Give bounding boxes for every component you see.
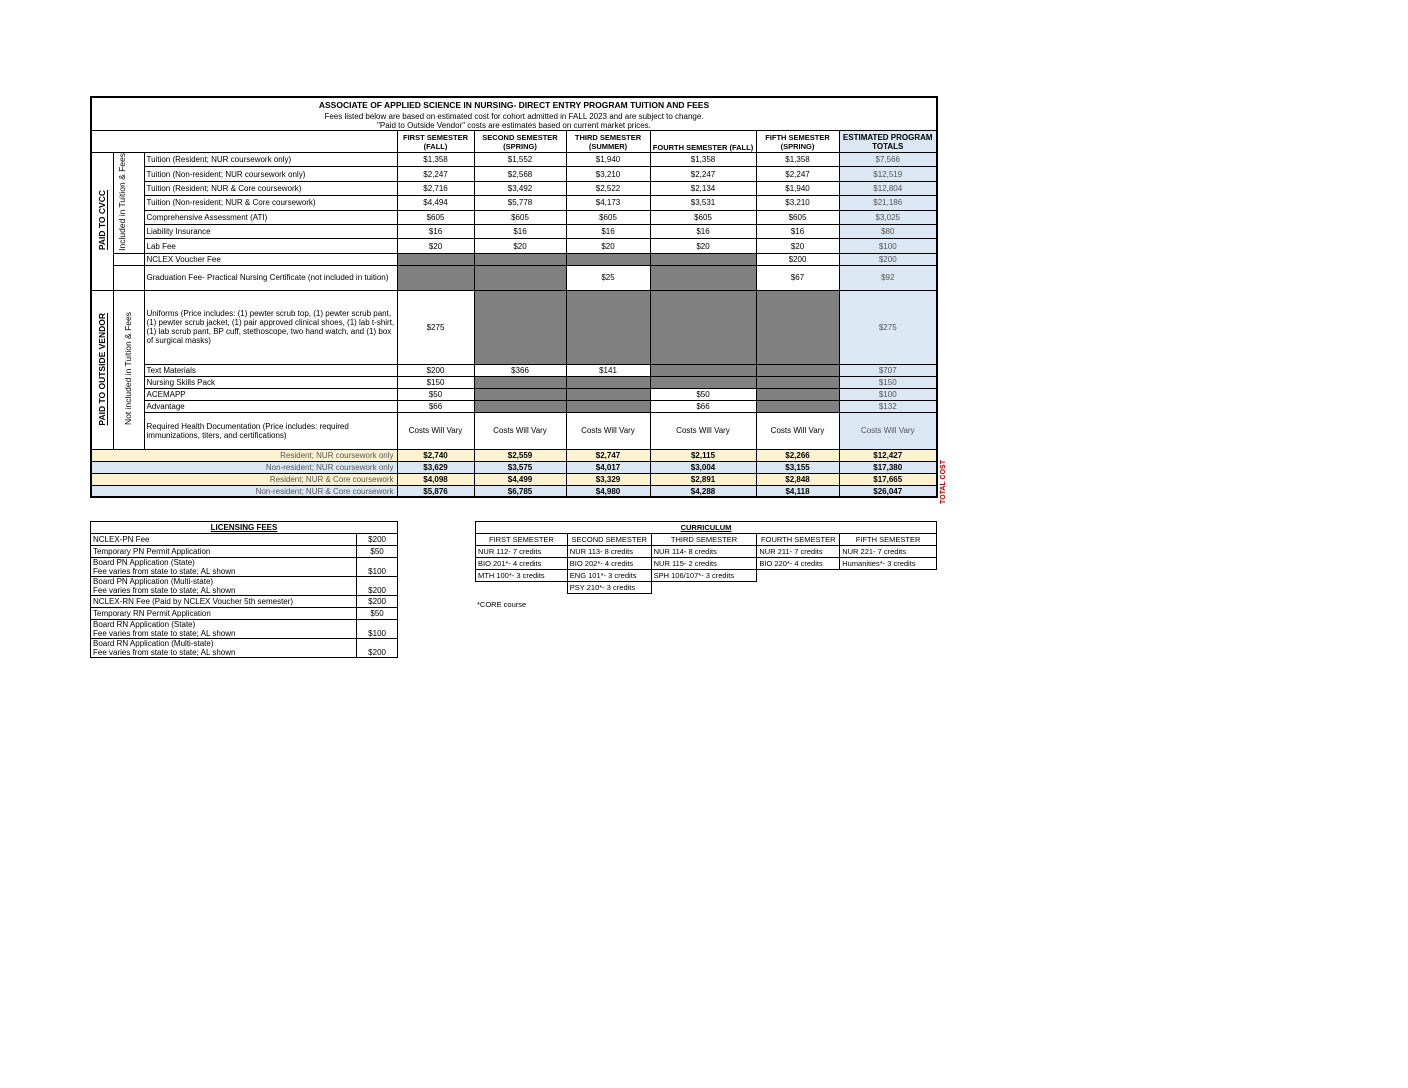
cell-total: $12,804	[839, 181, 937, 195]
cell-value: $605	[397, 210, 474, 224]
tuition-table	[90, 96, 938, 498]
cell-na	[566, 388, 650, 400]
cell-total: $92	[839, 265, 937, 290]
cell-na	[756, 290, 839, 364]
cell-value: $66	[650, 400, 756, 412]
cell-na	[566, 290, 650, 364]
row-label: Tuition (Resident; NUR & Core coursework)	[144, 181, 397, 195]
table-title: ASSOCIATE OF APPLIED SCIENCE IN NURSING- DIRECT ENTRY PROGRAM TUITION AND FEES	[91, 97, 937, 112]
cell-na	[756, 400, 839, 412]
cell-value: $275	[397, 290, 474, 364]
row-label: Uniforms (Price includes: (1) pewter scrub top, (1) pewter scrub pant, (1) pewter scrub jacket, (1) pair approved clinical shoes, (1) lab t-shirt, (1) lab scrub pant, BP cuff, stethoscope, two hand watch, and (1) box of surgical masks)	[144, 290, 397, 364]
cell-na	[650, 376, 756, 388]
fee-label: Temporary RN Permit Application	[91, 608, 357, 620]
total-value: $4,288	[650, 485, 756, 497]
cell-value: $3,210	[566, 167, 650, 181]
cell-value: $605	[566, 210, 650, 224]
course-cell: BIO 201*- 4 credits	[476, 558, 568, 570]
total-program: $17,380	[839, 461, 937, 473]
course-cell: NUR 211- 7 credits	[757, 546, 840, 558]
cell-na	[474, 388, 566, 400]
col-header: THIRD SEMESTER (SUMMER)	[566, 131, 650, 153]
cell-value: $1,940	[756, 181, 839, 195]
cell-total: $275	[839, 290, 937, 364]
cell-na	[566, 400, 650, 412]
note-line: "Paid to Outside Vendor" costs are estimates based on current market prices.	[377, 121, 651, 130]
cell-value: $16	[474, 224, 566, 238]
row-label: NCLEX Voucher Fee	[144, 253, 397, 265]
total-value: $2,559	[474, 449, 566, 461]
cell-na	[474, 290, 566, 364]
row-label: Nursing Skills Pack	[144, 376, 397, 388]
col-header: FIFTH SEMESTER (SPRING)	[756, 131, 839, 153]
row-label: Liability Insurance	[144, 224, 397, 238]
course-empty	[757, 570, 840, 582]
curriculum-col-header: FOURTH SEMESTER	[757, 534, 840, 546]
cell-total: $12,519	[839, 167, 937, 181]
cell-value: $16	[756, 224, 839, 238]
sub-blank	[113, 253, 144, 265]
total-value: $2,747	[566, 449, 650, 461]
cell-total: $100	[839, 239, 937, 253]
fee-label: Board PN Application (State) Fee varies from state to state; AL shown	[91, 558, 357, 577]
cell-value: $200	[397, 364, 474, 376]
total-value: $2,740	[397, 449, 474, 461]
cell-total: $21,186	[839, 196, 937, 210]
table-notes	[91, 112, 937, 131]
fee-value: $50	[357, 546, 398, 558]
curriculum-col-header: THIRD SEMESTER	[651, 534, 757, 546]
row-label: Comprehensive Assessment (ATI)	[144, 210, 397, 224]
cell-total: $150	[839, 376, 937, 388]
cell-na	[566, 253, 650, 265]
course-cell: BIO 220*- 4 credits	[757, 558, 840, 570]
total-cost-label: TOTAL COST	[940, 460, 947, 504]
total-value: $4,017	[566, 461, 650, 473]
cell-na	[650, 253, 756, 265]
cell-value: $3,210	[756, 196, 839, 210]
cell-value: $1,552	[474, 153, 566, 167]
total-value: $2,848	[756, 473, 839, 485]
course-empty	[757, 582, 840, 594]
course-empty	[840, 570, 937, 582]
group-sublabel-cvcc: Included in Tuition & Fees	[113, 153, 144, 254]
cell-value: $141	[566, 364, 650, 376]
cell-na	[474, 253, 566, 265]
row-label: ACEMAPP	[144, 388, 397, 400]
course-cell: PSY 210*- 3 credits	[567, 582, 651, 594]
fee-value: $200	[357, 577, 398, 596]
cell-na	[650, 290, 756, 364]
course-cell: NUR 112- 7 credits	[476, 546, 568, 558]
course-cell: Humanities*- 3 credits	[840, 558, 937, 570]
licensing-fees-table	[90, 521, 398, 658]
curriculum-title: CURRICULUM	[476, 522, 937, 534]
cell-value: $50	[397, 388, 474, 400]
fee-label: Temporary PN Permit Application	[91, 546, 357, 558]
cell-value: $2,134	[650, 181, 756, 195]
licensing-title: LICENSING FEES	[91, 522, 398, 534]
cell-na	[474, 265, 566, 290]
total-program: $17,665	[839, 473, 937, 485]
total-value: $3,155	[756, 461, 839, 473]
curriculum-table	[475, 521, 937, 594]
cell-value: $1,358	[650, 153, 756, 167]
cell-value: $605	[650, 210, 756, 224]
group-label-vendor: PAID TO OUTSIDE VENDOR	[91, 290, 113, 449]
cell-value: $605	[756, 210, 839, 224]
total-value: $4,118	[756, 485, 839, 497]
curriculum-col-header: FIFTH SEMESTER	[840, 534, 937, 546]
cell-na	[566, 376, 650, 388]
cell-value: $5,778	[474, 196, 566, 210]
cell-value: $20	[650, 239, 756, 253]
fee-value: $100	[357, 558, 398, 577]
total-program: $26,047	[839, 485, 937, 497]
group-sublabel-vendor: Not included in Tuition & Fees	[113, 290, 144, 449]
cell-total: Costs Will Vary	[839, 412, 937, 449]
note-line: Fees listed below are based on estimated cost for cohort admitted in FALL 2023 and are subject to change.	[324, 112, 704, 121]
row-label: Advantage	[144, 400, 397, 412]
cell-total: $7,566	[839, 153, 937, 167]
total-value: $2,115	[650, 449, 756, 461]
cell-total: $100	[839, 388, 937, 400]
cell-value: $16	[566, 224, 650, 238]
cell-total: $707	[839, 364, 937, 376]
header-blank	[91, 131, 397, 153]
cell-value: $4,173	[566, 196, 650, 210]
course-cell: ENG 101*- 3 credits	[567, 570, 651, 582]
row-label: Tuition (Non-resident; NUR & Core coursework)	[144, 196, 397, 210]
cell-value: $2,247	[756, 167, 839, 181]
course-cell: BIO 202*- 4 credits	[567, 558, 651, 570]
fee-label: NCLEX-PN Fee	[91, 534, 357, 546]
row-label: Graduation Fee- Practical Nursing Certificate (not included in tuition)	[144, 265, 397, 290]
cell-total: $3,025	[839, 210, 937, 224]
total-value: $6,785	[474, 485, 566, 497]
cell-value: Costs Will Vary	[650, 412, 756, 449]
cell-value: Costs Will Vary	[397, 412, 474, 449]
cell-na	[650, 265, 756, 290]
sub-blank	[113, 265, 144, 290]
row-label: Text Materials	[144, 364, 397, 376]
cell-value: $20	[566, 239, 650, 253]
course-empty	[840, 582, 937, 594]
row-label: Tuition (Non-resident; NUR coursework only)	[144, 167, 397, 181]
cell-na	[756, 376, 839, 388]
cell-value: $150	[397, 376, 474, 388]
total-value: $2,891	[650, 473, 756, 485]
cell-value: $605	[474, 210, 566, 224]
total-program: $12,427	[839, 449, 937, 461]
curriculum-col-header: SECOND SEMESTER	[567, 534, 651, 546]
cell-value: $2,568	[474, 167, 566, 181]
cell-value: $1,358	[397, 153, 474, 167]
row-label: Required Health Documentation (Price includes: required immunizations, titers, and certifications)	[144, 412, 397, 449]
cell-value: $20	[474, 239, 566, 253]
cell-value: $2,247	[650, 167, 756, 181]
col-header: FIRST SEMESTER (FALL)	[397, 131, 474, 153]
cell-value: $25	[566, 265, 650, 290]
col-header: FOURTH SEMESTER (FALL)	[650, 131, 756, 153]
course-empty	[651, 582, 757, 594]
col-header-total: ESTIMATED PROGRAM TOTALS	[839, 131, 937, 153]
row-label: Lab Fee	[144, 239, 397, 253]
cell-na	[756, 364, 839, 376]
total-value: $4,098	[397, 473, 474, 485]
cell-value: $4,494	[397, 196, 474, 210]
group-label-cvcc: PAID TO CVCC	[91, 153, 113, 291]
cell-na	[650, 364, 756, 376]
course-cell: NUR 113- 8 credits	[567, 546, 651, 558]
fee-label: Board RN Application (Multi-state) Fee varies from state to state; AL shown	[91, 639, 357, 658]
cell-na	[397, 265, 474, 290]
cell-value: $2,716	[397, 181, 474, 195]
course-cell: NUR 114- 8 credits	[651, 546, 757, 558]
core-course-note: *CORE course	[477, 600, 527, 609]
fee-value: $200	[357, 639, 398, 658]
cell-value: $366	[474, 364, 566, 376]
fee-value: $200	[357, 534, 398, 546]
cell-value: $67	[756, 265, 839, 290]
cell-value: $2,247	[397, 167, 474, 181]
cell-value: $1,940	[566, 153, 650, 167]
total-row-label: Non-resident; NUR & Core coursework	[91, 485, 397, 497]
fee-value: $100	[357, 620, 398, 639]
cell-value: $50	[650, 388, 756, 400]
total-value: $5,876	[397, 485, 474, 497]
cell-value: $1,358	[756, 153, 839, 167]
cell-value: $2,522	[566, 181, 650, 195]
cell-value: Costs Will Vary	[566, 412, 650, 449]
cell-value: $3,531	[650, 196, 756, 210]
course-cell: NUR 221- 7 credits	[840, 546, 937, 558]
total-value: $3,329	[566, 473, 650, 485]
course-cell: NUR 115- 2 credits	[651, 558, 757, 570]
cell-value: $20	[756, 239, 839, 253]
cell-total: $200	[839, 253, 937, 265]
cell-value: Costs Will Vary	[474, 412, 566, 449]
cell-na	[756, 388, 839, 400]
total-value: $3,629	[397, 461, 474, 473]
cell-value: $3,492	[474, 181, 566, 195]
total-value: $2,266	[756, 449, 839, 461]
total-value: $4,499	[474, 473, 566, 485]
fee-label: NCLEX-RN Fee (Paid by NCLEX Voucher 5th semester)	[91, 596, 357, 608]
cell-na	[397, 253, 474, 265]
cell-total: $80	[839, 224, 937, 238]
cell-total: $132	[839, 400, 937, 412]
course-cell: SPH 106/107*- 3 credits	[651, 570, 757, 582]
total-value: $3,004	[650, 461, 756, 473]
total-value: $4,980	[566, 485, 650, 497]
cell-value: $200	[756, 253, 839, 265]
total-value: $3,575	[474, 461, 566, 473]
row-label: Tuition (Resident; NUR coursework only)	[144, 153, 397, 167]
fee-value: $50	[357, 608, 398, 620]
cell-value: $16	[650, 224, 756, 238]
fee-label: Board RN Application (State) Fee varies from state to state; AL shown	[91, 620, 357, 639]
total-row-label: Resident; NUR & Core coursework	[91, 473, 397, 485]
cell-value: $16	[397, 224, 474, 238]
course-cell: MTH 100*- 3 credits	[476, 570, 568, 582]
fee-value: $200	[357, 596, 398, 608]
curriculum-col-header: FIRST SEMESTER	[476, 534, 568, 546]
total-row-label: Non-resident; NUR coursework only	[91, 461, 397, 473]
cell-na	[474, 376, 566, 388]
cell-value: $20	[397, 239, 474, 253]
total-row-label: Resident; NUR coursework only	[91, 449, 397, 461]
course-empty	[476, 582, 568, 594]
cell-value: $66	[397, 400, 474, 412]
fee-label: Board PN Application (Multi-state) Fee varies from state to state; AL shown	[91, 577, 357, 596]
cell-na	[474, 400, 566, 412]
cell-value: Costs Will Vary	[756, 412, 839, 449]
col-header: SECOND SEMESTER (SPRING)	[474, 131, 566, 153]
